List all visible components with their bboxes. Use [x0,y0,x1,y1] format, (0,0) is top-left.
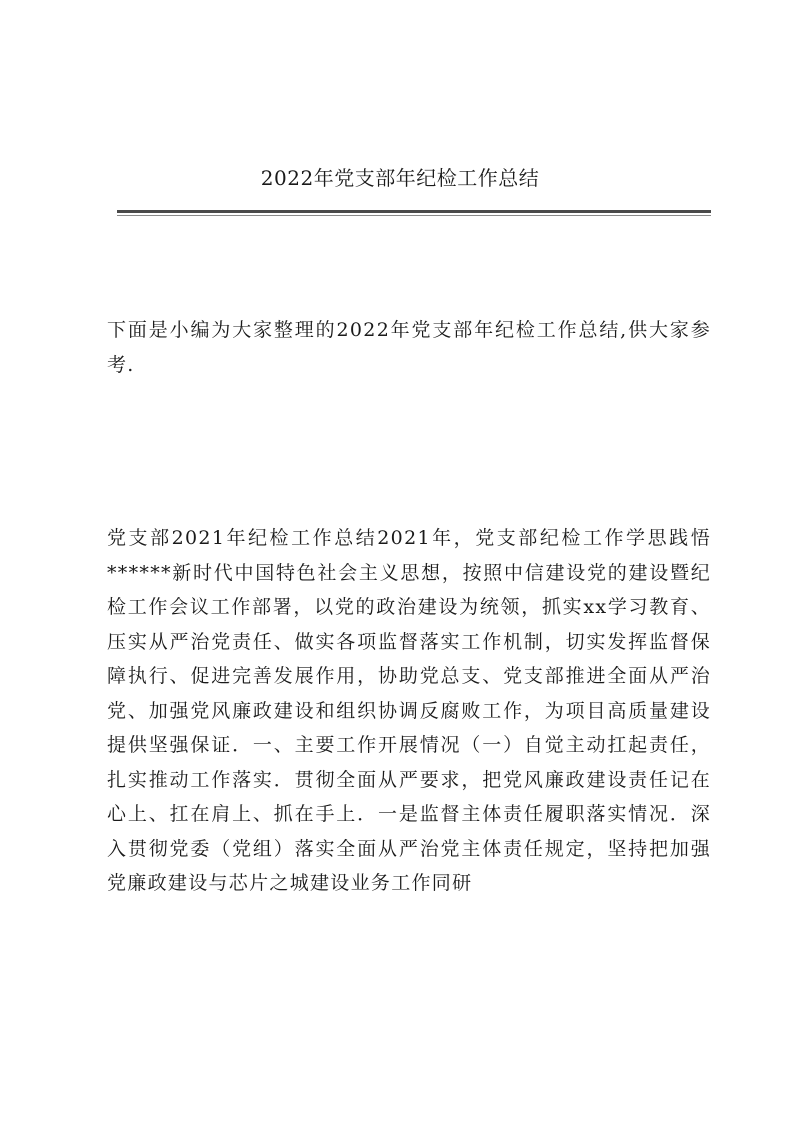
intro-paragraph: 下面是小编为大家整理的2022年党支部年纪检工作总结,供大家参考. [107,319,711,376]
document-title: 2022年党支部年纪检工作总结 [260,166,540,190]
title-underline [117,210,711,213]
body-paragraph: 党支部2021年纪检工作总结2021年，党支部纪检工作学思践悟******新时代中国特色社会主义思想，按照中信建设党的建设暨纪检工作会议工作部署，以党的政治建设为统领，抓实xx学习教育、压实从严治党责任、做实各项监督落实工作机制，切实发挥监督保障执行、促进完善发展作用，协助党总支、党支部推进全面从严治党、加强党风廉政建设和组织协调反腐败工作，为项目高质量建设提供坚强保证．一、主要工作开展情况（一）自觉主动扛起责任，扎实推动工作落实．贯彻全面从严要求，把党风廉政建设责任记在心上、扛在肩上、抓在手上．一是监督主体责任履职落实情况．深入贯彻党委（党组）落实全面从严治党主体责任规定，坚持把加强党廉政建设与芯片之城建设业务工作同研 [107,527,711,894]
title-underline-thin [117,215,711,216]
